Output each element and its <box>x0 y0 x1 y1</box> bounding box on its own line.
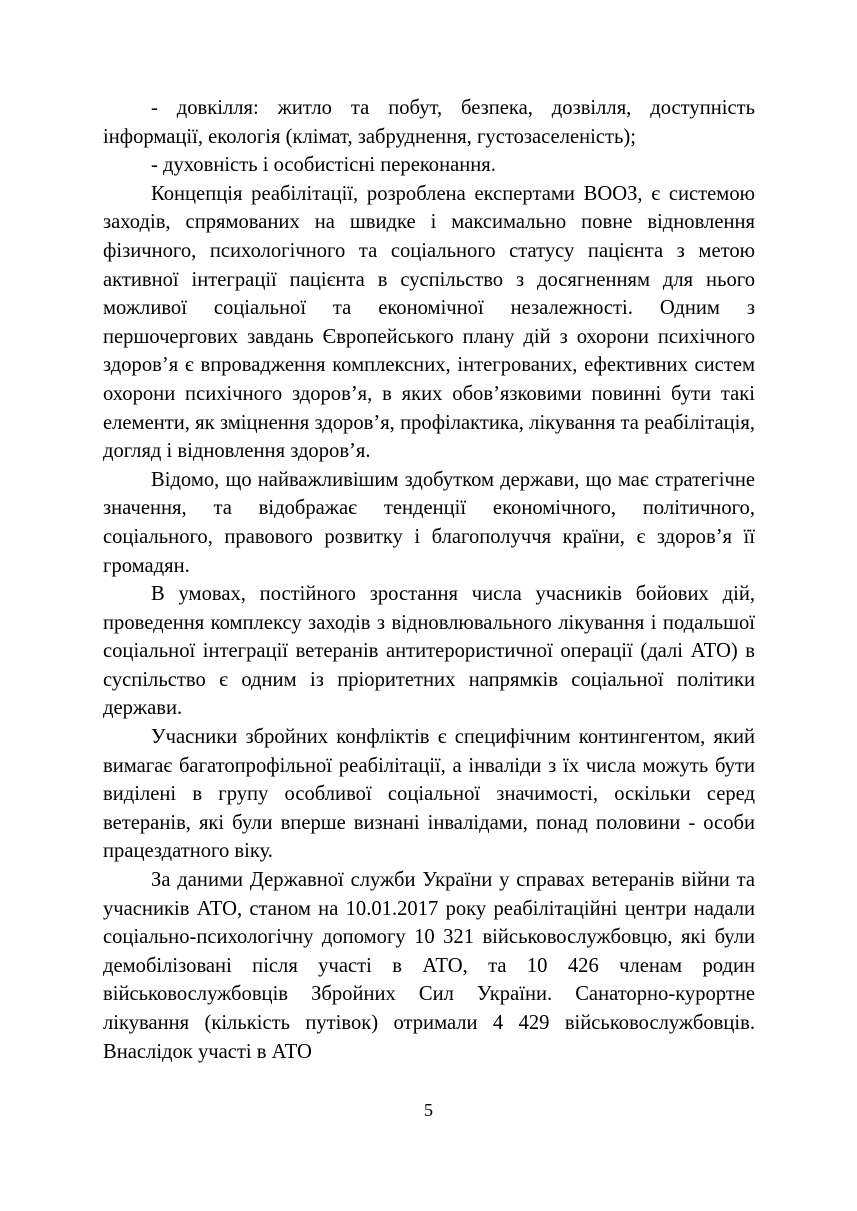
page-number: 5 <box>424 1100 433 1120</box>
paragraph-armed-conflicts: Учасники збройних конфліктів є специфічним контингентом, який вимагає багатопрофільної реабілітації, а інваліди з їх числа можуть бути виділені в групу особливої соціальної значимості, оскільки серед ветеранів, які були вперше визнані інвалідами, понад половини - особи працездатного віку. <box>103 726 755 863</box>
paragraph-environment: - довкілля: житло та побут, безпека, дозвілля, доступність інформації, екологія (клімат, забруднення, густозаселеність); <box>103 97 755 148</box>
document-page <box>103 94 755 1066</box>
paragraph-state-service-data: За даними Державної служби України у справах ветеранів війни та учасників АТО, станом на 10.01.2017 року реабілітаційні центри надали соціально-психологічну допомогу 10 321 військовослужбовцю, які були демобілізовані після участі в АТО, та 10 426 членам родин військовослужбовців Збройних Сил України. Санаторно-курортне лікування (кількість путівок) отримали 4 429 військовослужбовців. Внаслідок участі в АТО <box>103 869 755 1063</box>
paragraph-rehabilitation-concept: Концепція реабілітації, розроблена експертами ВООЗ, є системою заходів, спрямованих на швидке і максимально повне відновлення фізичного, психологічного та соціального статусу пацієнта з метою активної інтеграції пацієнта в суспільство з досягненням для нього можливої соціальної та економічної незалежності. Одним з першочергових завдань Європейського плану дій з охорони психічного здоров’я є впровадження комплексних, інтегрованих, ефективних систем охорони психічного здоров’я, в яких обов’язковими повинні бути такі елементи, як зміцнення здоров’я, профілактика, лікування та реабілітація, догляд і відновлення здоров’я. <box>103 182 755 463</box>
paragraph-combat-participants: В умовах, постійного зростання числа учасників бойових дій, проведення комплексу заходів з відновлювального лікування і подальшої соціальної інтеграції ветеранів антитерористичної операції (далі АТО) в суспільство є одним із пріоритетних напрямків соціальної політики держави. <box>103 583 755 720</box>
paragraph-spirituality: - духовність і особистісні переконання. <box>151 154 496 177</box>
paragraph-health-achievement: Відомо, що найважливішим здобутком держави, що має стратегічне значення, та відображає тенденції економічного, політичного, соціального, правового розвитку і благополуччя країни, є здоров’я її громадян. <box>103 468 755 577</box>
